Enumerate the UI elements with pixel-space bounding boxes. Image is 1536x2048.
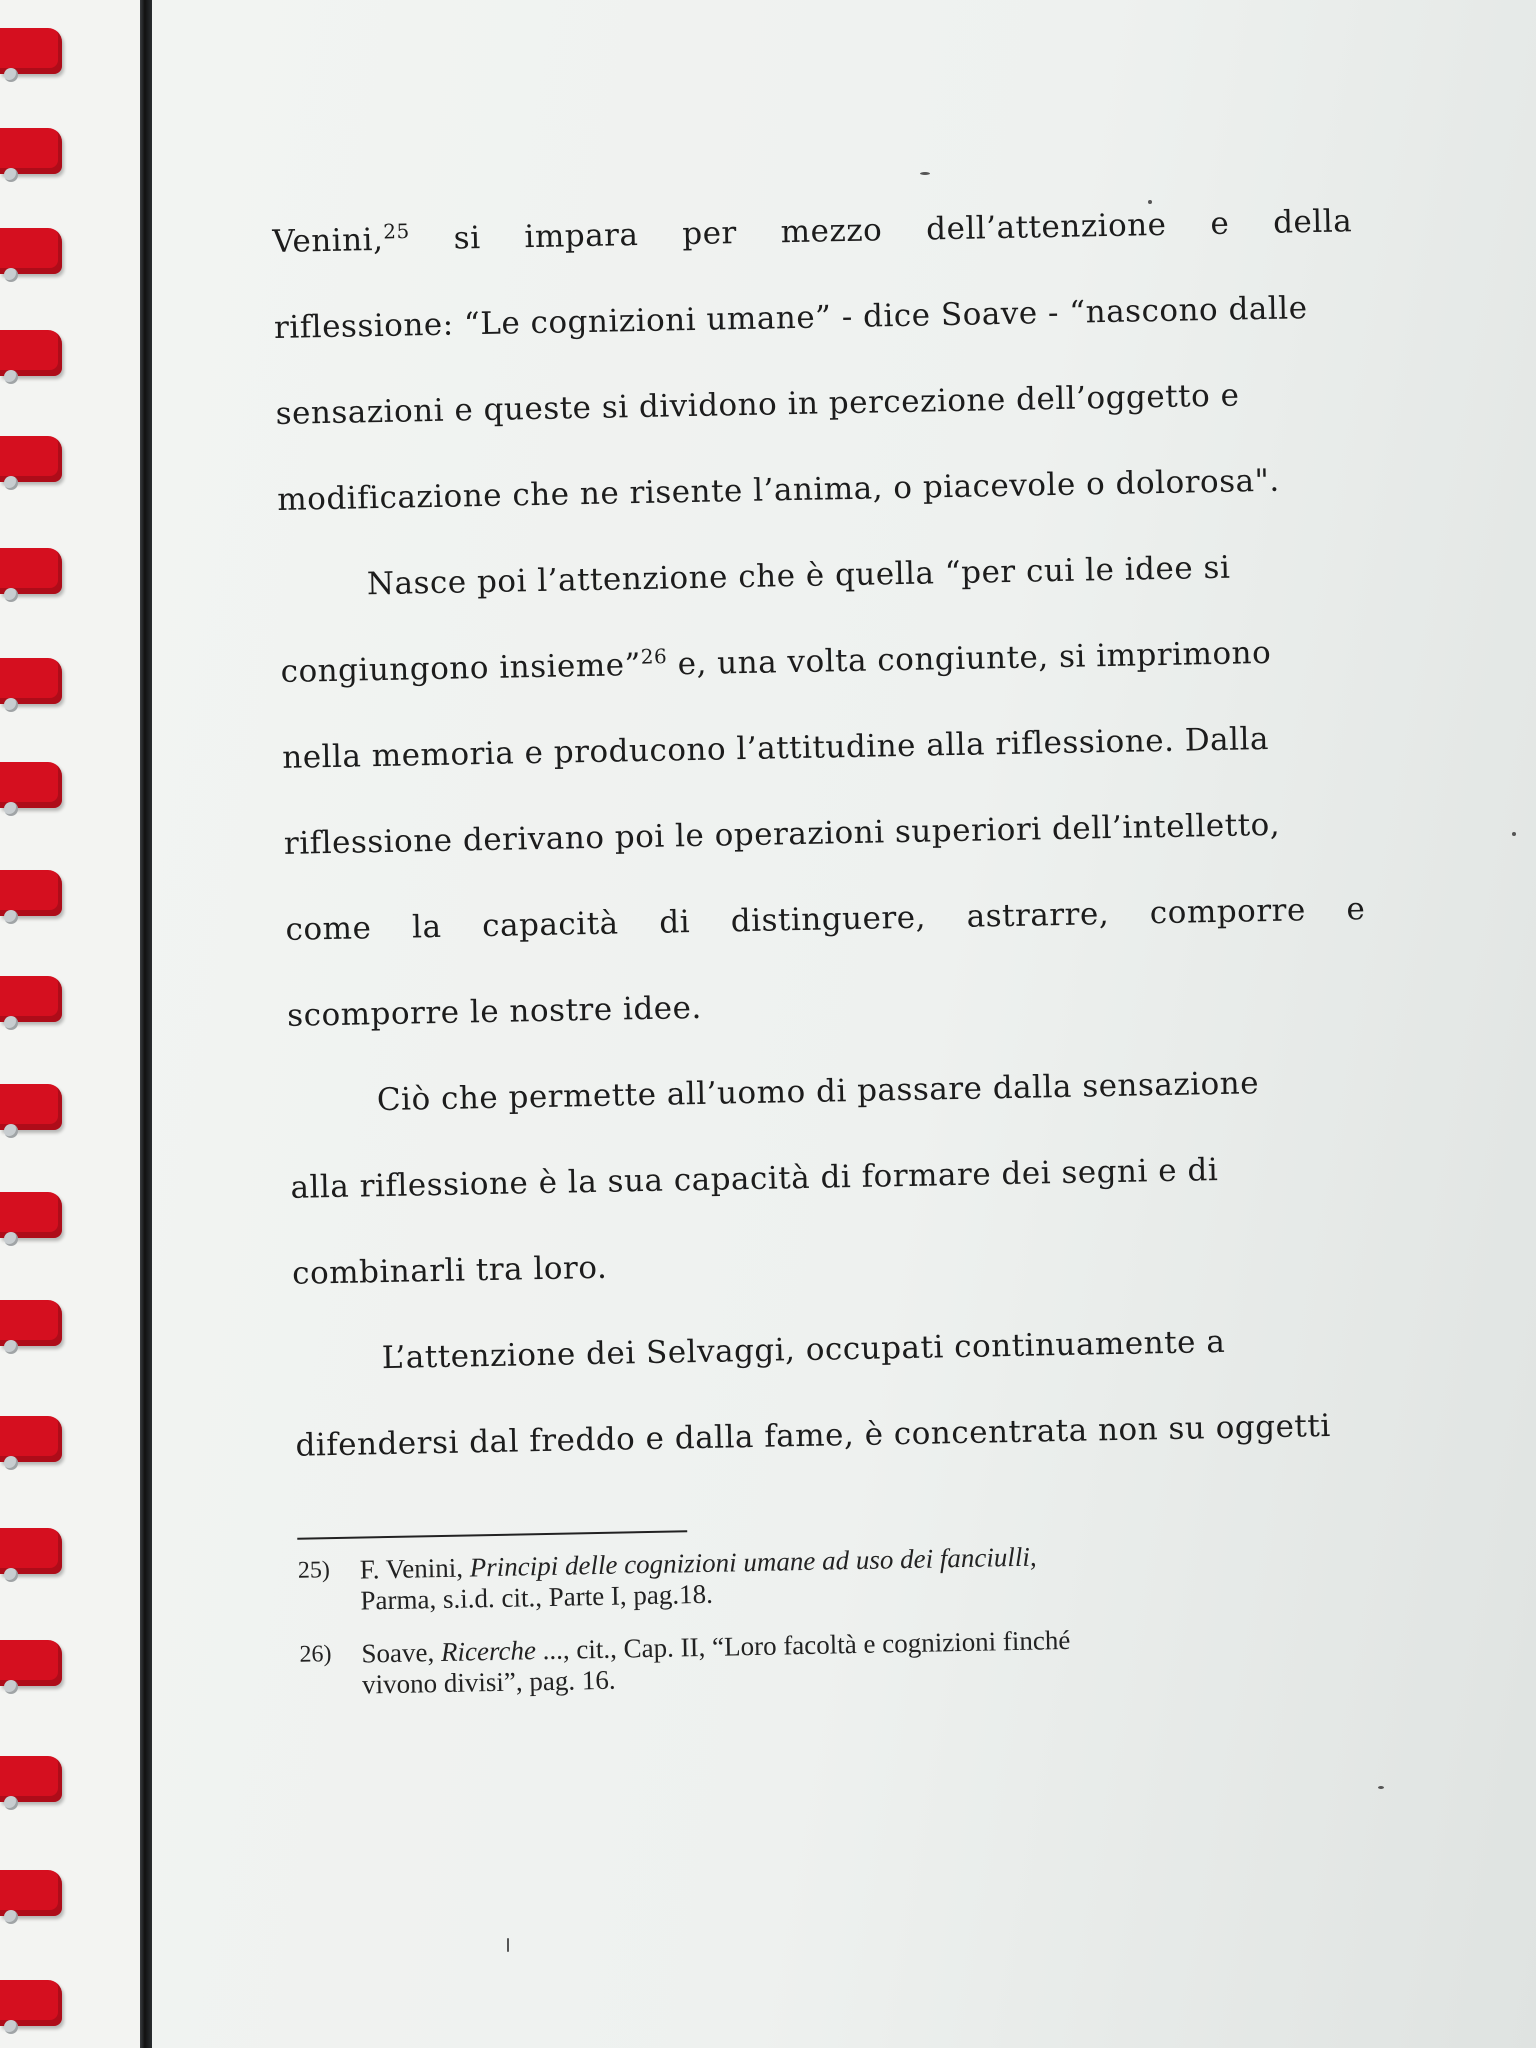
word: mezzo <box>780 212 883 251</box>
word: e <box>1210 205 1230 242</box>
binding-ring <box>0 1300 62 1346</box>
footnote-number: 25) <box>297 1557 331 1584</box>
word: capacità <box>481 905 619 945</box>
text-line: Nasce poi l’attenzione che è quella “per cui le idee si <box>366 549 1231 603</box>
footnote-line: vivono divisi”, pag. 16. <box>361 1664 616 1700</box>
binding-ring <box>0 28 62 74</box>
binding-ring <box>0 548 62 594</box>
word <box>272 219 411 308</box>
word: dell’attenzione <box>925 206 1167 248</box>
text-line: riflessione: “Le cognizioni umane” - dice Soave - “nascono dalle <box>273 290 1308 346</box>
word: astrarre, <box>966 896 1110 935</box>
text-line: sensazioni e queste si dividono in percezione dell’oggetto e <box>275 377 1240 432</box>
binding-ring <box>0 330 62 376</box>
binding-ring <box>0 1640 62 1686</box>
word: per <box>681 215 738 253</box>
footnote <box>299 1619 1380 1702</box>
text-line: nella memoria e producono l’attitudine alla riflessione. Dalla <box>281 720 1270 776</box>
footnote-text: ..., cit., Cap. II, “Loro facoltà e cognizioni finché <box>542 1624 1071 1666</box>
word: di <box>658 904 691 941</box>
word: la <box>411 908 442 946</box>
binding-ring <box>0 1870 62 1916</box>
footnote-ref: 26 <box>640 644 668 669</box>
text-line: riflessione derivano poi le operazioni superiori dell’intelletto, <box>283 806 1281 862</box>
binding-ring <box>0 1084 62 1130</box>
word-text: Venini, <box>272 221 384 260</box>
footnote-title: Principi delle cognizioni umane ad uso dei fanciulli, <box>469 1541 1037 1583</box>
spiral-binding <box>0 0 150 2048</box>
text-line: Ciò che permette all’uomo di passare dalla sensazione <box>376 1065 1260 1119</box>
binding-ring <box>0 1528 62 1574</box>
footnote-author: F. Venini, <box>359 1552 464 1585</box>
footnote-separator <box>297 1530 687 1539</box>
footnote-body <box>361 1619 1380 1701</box>
binding-ring <box>0 436 62 482</box>
paper-speck <box>1378 1786 1384 1789</box>
text-span: e, una volta congiunte, si imprimono <box>677 634 1272 683</box>
footnote-line: Parma, s.i.d. cit., Parte I, pag.18. <box>360 1578 714 1616</box>
binding-ring <box>0 1980 62 2026</box>
word: comporre <box>1149 892 1307 932</box>
page-edge-shadow <box>140 0 152 2048</box>
footnote-author: Soave, <box>361 1637 435 1669</box>
paper-speck <box>507 1938 509 1952</box>
binding-ring <box>0 228 62 274</box>
page-content <box>272 201 1381 1723</box>
word: impara <box>524 216 639 256</box>
footnote-body <box>360 1535 1379 1617</box>
binding-ring <box>0 1192 62 1238</box>
text-line: alla riflessione è la sua capacità di formare dei segni e di <box>290 1152 1219 1206</box>
binding-ring <box>0 762 62 808</box>
binding-ring <box>0 658 62 704</box>
text-span: congiungono insieme” <box>280 647 642 690</box>
paper-speck <box>1148 200 1152 204</box>
text-line: modificazione che ne risente l’anima, o piacevole o dolorosa". <box>276 462 1280 518</box>
footnote-ref: 25 <box>382 219 410 244</box>
text-line: L’attenzione dei Selvaggi, occupati continuamente a <box>381 1323 1226 1377</box>
paper-speck <box>1512 832 1516 836</box>
binding-ring <box>0 128 62 174</box>
footnote-title: Ricerche <box>440 1635 537 1668</box>
binding-ring <box>0 870 62 916</box>
text-line: scomporre le nostre idee. <box>286 989 703 1034</box>
word: come <box>285 910 372 948</box>
word: della <box>1272 203 1353 241</box>
binding-ring <box>0 1756 62 1802</box>
word: distinguere, <box>730 899 927 940</box>
word: si <box>453 220 481 257</box>
text-line: combinarli tra loro. <box>291 1249 608 1292</box>
text-line: difendersi dal freddo e dalla fame, è concentrata non su oggetti <box>295 1407 1332 1464</box>
binding-ring <box>0 1416 62 1462</box>
word: e <box>1346 891 1366 928</box>
binding-ring <box>0 976 62 1022</box>
paper-speck <box>920 172 930 175</box>
footnote-number: 26) <box>299 1641 332 1668</box>
footnote <box>298 1535 1379 1618</box>
